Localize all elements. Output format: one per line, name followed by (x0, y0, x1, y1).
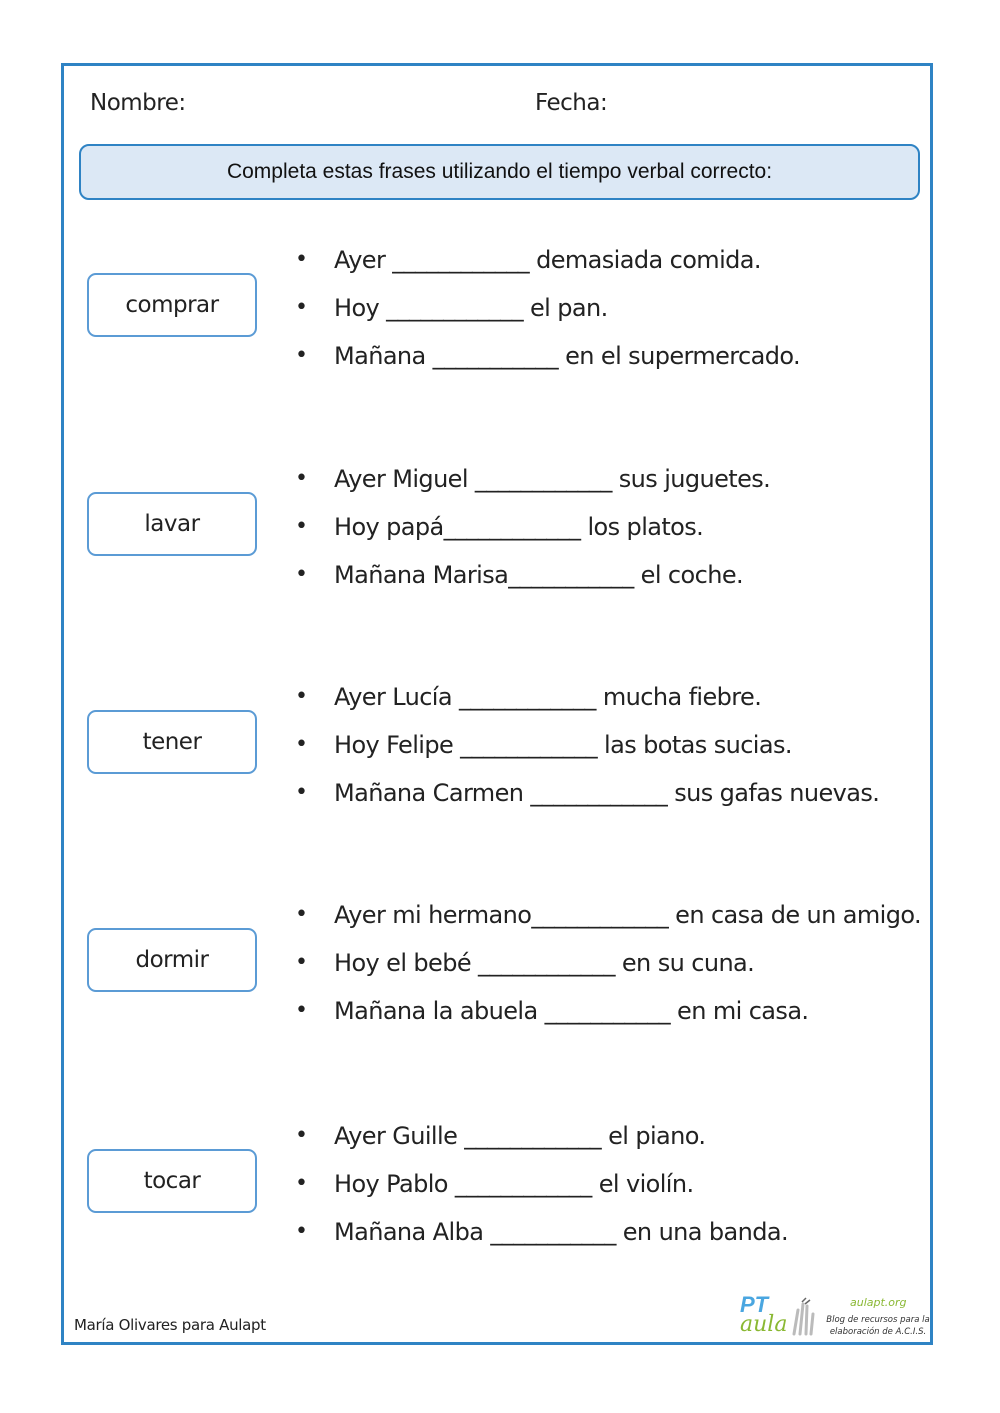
sentence-item: • Mañana la abuela ___________ en mi casa. (290, 987, 921, 1035)
sentence-item: • Ayer Guille ____________ el piano. (290, 1112, 788, 1160)
instruction-banner (79, 144, 920, 200)
logo-aula-text: aula (740, 1312, 788, 1337)
sentence-item: • Hoy Pablo ____________ el violín. (290, 1160, 788, 1208)
sentence-item: • Ayer ____________ demasiada comida. (290, 236, 800, 284)
site-link[interactable]: aulapt.org (850, 1296, 907, 1309)
fecha-label: Fecha: (535, 90, 608, 116)
verb-box-lavar: lavar (87, 492, 257, 556)
sentence-list-dormir (290, 891, 921, 1035)
sentence-item: • Mañana Alba ___________ en una banda. (290, 1208, 788, 1256)
sentence-item: • Ayer Lucía ____________ mucha fiebre. (290, 673, 879, 721)
instruction-text: Completa estas frases utilizando el tiempo verbal correcto: (226, 160, 773, 183)
sentence-list-tener (290, 673, 879, 817)
sentence-list-lavar (290, 455, 770, 599)
sentence-item: • Hoy ____________ el pan. (290, 284, 800, 332)
sentence-item: • Hoy papá____________ los platos. (290, 503, 770, 551)
hands-icon (788, 1296, 816, 1336)
sentence-item: • Hoy Felipe ____________ las botas sucias. (290, 721, 879, 769)
verb-box-dormir: dormir (87, 928, 257, 992)
sentence-item: • Mañana Carmen ____________ sus gafas nuevas. (290, 769, 879, 817)
logo-pt-text: PT (740, 1292, 769, 1317)
sentence-item: • Ayer Miguel ____________ sus juguetes. (290, 455, 770, 503)
sentence-list-tocar (290, 1112, 788, 1256)
verb-box-tocar: tocar (87, 1149, 257, 1213)
verb-box-comprar: comprar (87, 273, 257, 337)
nombre-label: Nombre: (90, 90, 186, 116)
aulapt-logo (738, 1292, 818, 1340)
sentence-item: • Ayer mi hermano____________ en casa de un amigo. (290, 891, 921, 939)
sentence-item: • Mañana Marisa___________ el coche. (290, 551, 770, 599)
sentence-list-comprar (290, 236, 800, 380)
sentence-item: • Mañana ___________ en el supermercado. (290, 332, 800, 380)
verb-box-tener: tener (87, 710, 257, 774)
author-credit: María Olivares para Aulapt (74, 1316, 266, 1334)
site-description: Blog de recursos para la elaboración de A.C.I.S. (826, 1315, 930, 1337)
sentence-item: • Hoy el bebé ____________ en su cuna. (290, 939, 921, 987)
